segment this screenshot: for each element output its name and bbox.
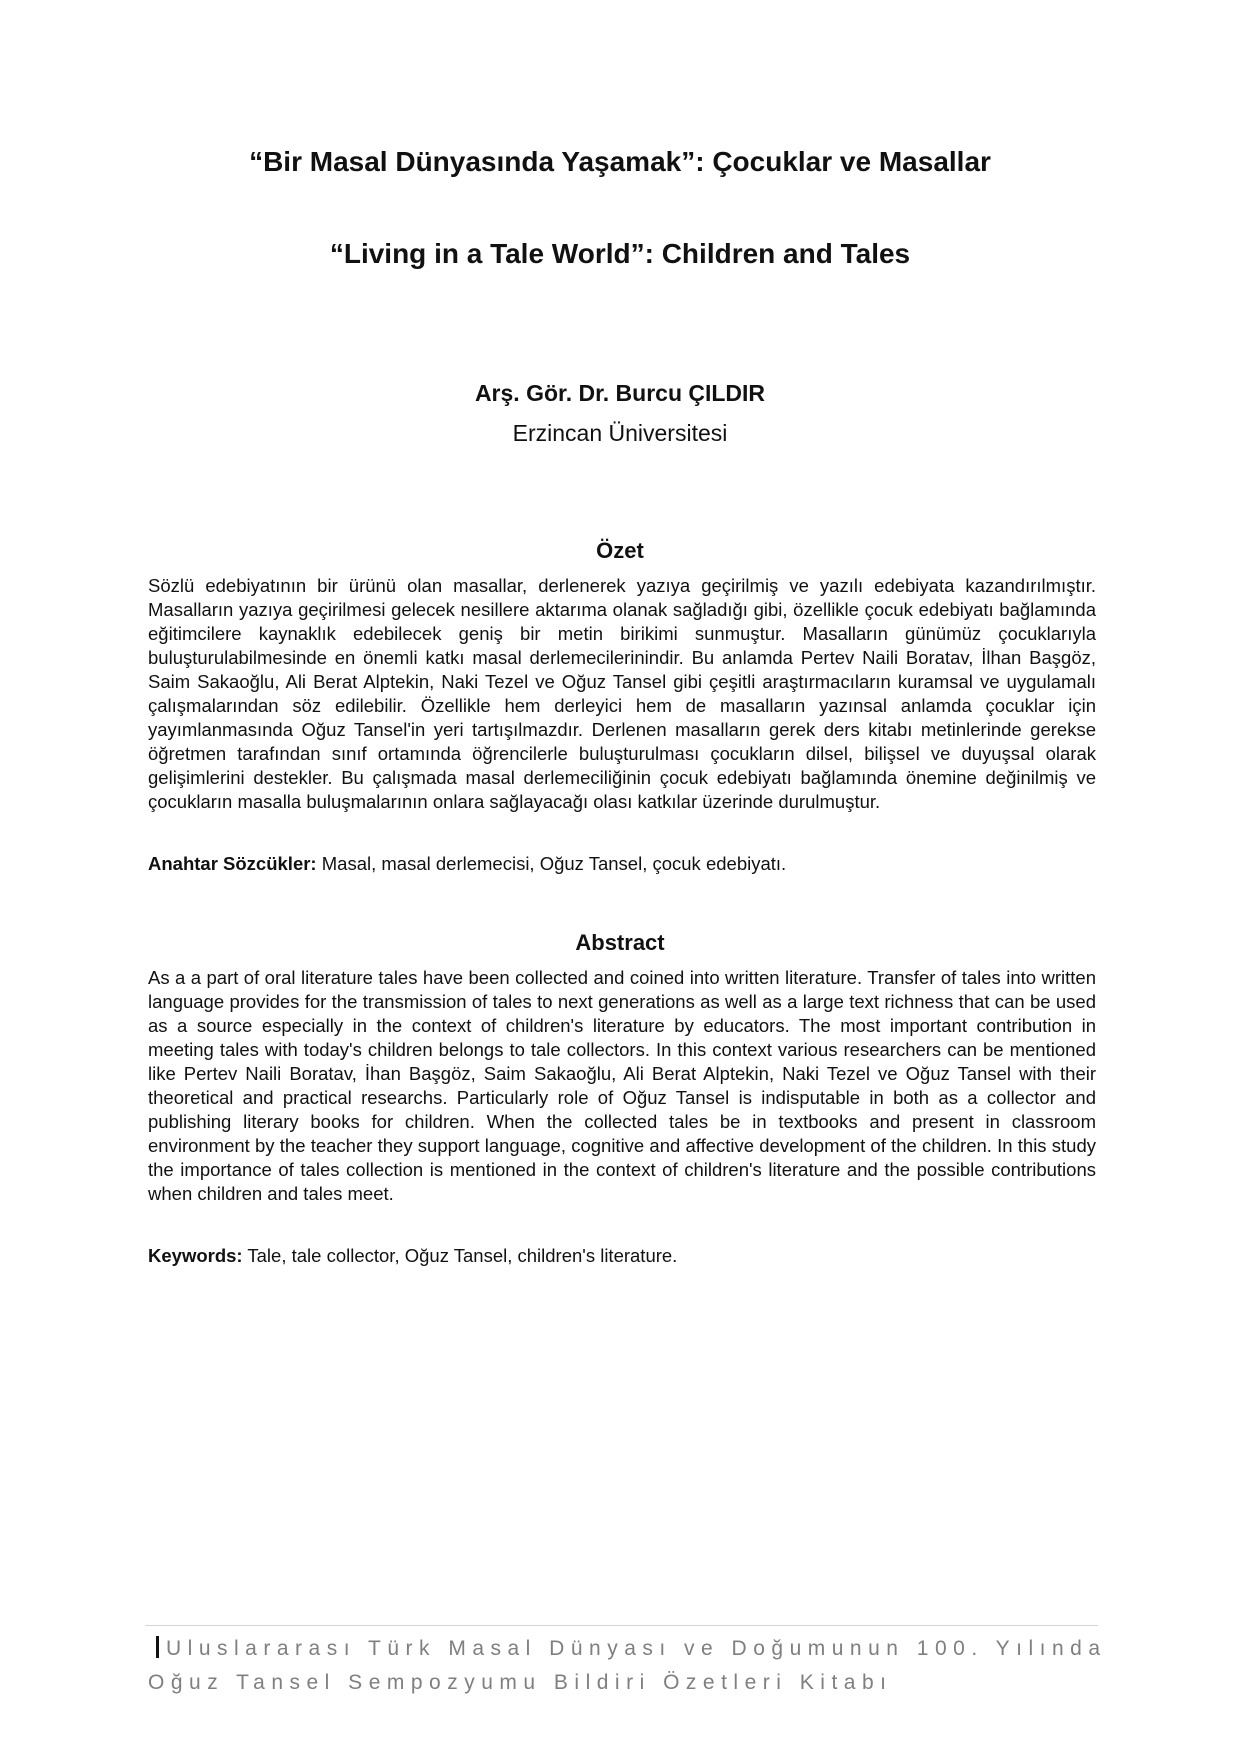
abstract-heading: Abstract xyxy=(575,930,665,955)
keywords-turkish xyxy=(148,852,1096,876)
title-english: “Living in a Tale World”: Children and Tales xyxy=(329,238,911,269)
ozet-text: Sözlü edebiyatının bir ürünü olan masallar, derlenerek yazıya geçirilmiş ve yazılı edebiyata kazandırılmıştır. Masalların yazıya geçirilmesi gelecek nesillere aktarıma olanak sağladığı gibi, özellikle çocuk edebiyatı bağlamında eğitimcilere kaynaklık edebilecek geniş bir metin birikimi sunmuştur. Masalların günümüz çocuklarıyla buluşturulabilmesinde en önemli katkı masal derlemecilerinindir. Bu anlamda Pertev Naili Boratav, İlhan Başgöz, Saim Sakaoğlu, Ali Berat Alptekin, Naki Tezel ve Oğuz Tansel gibi çeşitli araştırmacıların kuramsal ve uygulamalı çalışmalarından söz edilebilir. Özellikle hem derleyici hem de masalların yazınsal anlamda çocuklar için yayımlanmasında Oğuz Tansel'in yeri tartışılmazdır. Derlenen masalların gerek ders kitabı metinlerinde gerekse öğretmen tarafından sınıf ortamında öğrencilerle buluşturulması çocukların dilsel, bilişsel ve duyuşsal olarak gelişimlerini destekler. Bu çalışmada masal derlemeciliğinin çocuk edebiyatı bağlamında önemine değinilmiş ve çocukların masalla buluşmalarının onlara sağlayacağı olası katkılar üzerinde durulmuştur. xyxy=(148,575,1096,812)
author-name: Arş. Gör. Dr. Burcu ÇILDIR xyxy=(474,380,766,406)
footer xyxy=(148,1632,1108,1700)
ozet-heading: Özet xyxy=(596,538,644,563)
keywords-turkish-value: Masal, masal derlemecisi, Oğuz Tansel, çocuk edebiyatı. xyxy=(321,853,787,874)
footer-bar xyxy=(156,1636,159,1658)
abstract-text: As a a part of oral literature tales have been collected and coined into written literature. Transfer of tales into written language provides for the transmission of tales to next generations as well as a large text richness that can be used as a source especially in the context of children's literature by educators. The most important contribution in meeting tales with today's children belongs to tale collectors. In this context various researchers can be mentioned like Pertev Naili Boratav, İhan Başgöz, Saim Sakaoğlu, Ali Berat Alptekin, Naki Tezel ve Oğuz Tansel with their theoretical and practical researchs. Particularly role of Oğuz Tansel is indisputable in both as a collector and publishing literary books for children. When the collected tales be in textbooks and present in classroom environment by the teacher they support language, cognitive and affective development of the children. In this study the importance of tales collection is mentioned in the context of children's literature and the possible contributions when children and tales meet. xyxy=(148,967,1096,1204)
keywords-english-label: Keywords: xyxy=(148,1245,243,1266)
keywords-english xyxy=(148,1244,1096,1268)
title-turkish: “Bir Masal Dünyasında Yaşamak”: Çocuklar ve Masallar xyxy=(249,146,991,177)
keywords-english-value: Tale, tale collector, Oğuz Tansel, children's literature. xyxy=(247,1245,678,1266)
keywords-turkish-label: Anahtar Sözcükler: xyxy=(148,853,317,874)
footer-line-1-text: Uluslararası Türk Masal Dünyası ve Doğumunun 100. Yılında xyxy=(166,1637,1107,1660)
author-affiliation: Erzincan Üniversitesi xyxy=(512,420,728,446)
footer-divider xyxy=(145,1625,1098,1626)
footer-line-1 xyxy=(148,1632,1108,1666)
footer-line-2: Oğuz Tansel Sempozyumu Bildiri Özetleri Kitabı xyxy=(148,1671,893,1694)
